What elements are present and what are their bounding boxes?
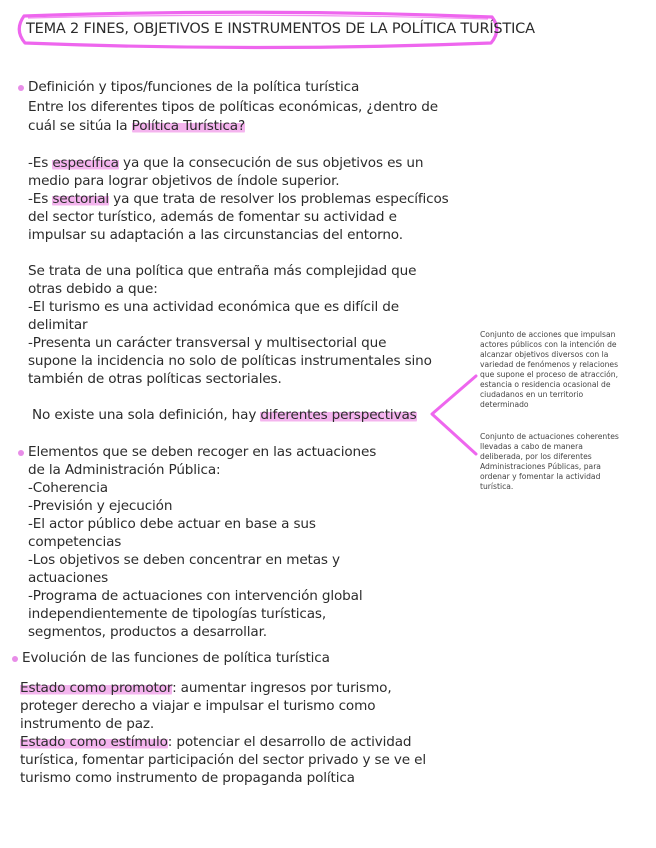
paragraph-line: proteger derecho a viajar e impulsar el turismo como — [20, 698, 376, 714]
side-note-definition-2 — [480, 432, 619, 492]
note-line: que supone el proceso de atracción, — [480, 370, 618, 379]
paragraph-line — [28, 154, 423, 172]
paragraph-line — [20, 733, 411, 751]
note-line: actores públicos con la intención de — [480, 340, 617, 349]
paragraph-line: -Presenta un carácter transversal y multisectorial que — [28, 335, 387, 351]
highlight-diferentes-perspectivas: diferentes perspectivas — [260, 407, 417, 423]
note-line: deliberada, por los diferentes — [480, 452, 592, 461]
list-item: competencias — [28, 534, 122, 550]
list-item: -Programa de actuaciones con intervención global — [28, 588, 363, 604]
side-note-definition-1 — [480, 330, 618, 410]
text-fragment: : aumentar ingresos por turismo, — [172, 680, 392, 696]
highlight-especifica: específica — [52, 155, 119, 171]
paragraph-line: impulsar su adaptación a las circunstancias del entorno. — [28, 227, 403, 243]
paragraph-line: -El turismo es una actividad económica que es difícil de — [28, 299, 399, 315]
paragraph-line: turismo como instrumento de propaganda política — [20, 770, 355, 786]
note-line: estancia o residencia ocasional de — [480, 380, 611, 389]
list-item: independientemente de tipologías turísticas, — [28, 606, 327, 622]
paragraph-line — [32, 406, 417, 424]
note-line: variedad de fenómenos y relaciones — [480, 360, 619, 369]
paragraph-line: otras debido a que: — [28, 281, 158, 297]
paragraph-line — [28, 190, 449, 208]
highlight-sectorial: sectorial — [52, 191, 110, 207]
page-title: TEMA 2 FINES, OBJETIVOS E INSTRUMENTOS DE LA POLÍTICA TURÍSTICA — [26, 21, 535, 37]
note-line: ciudadanos en un territorio — [480, 390, 584, 399]
text-fragment: cuál se sitúa la — [28, 118, 132, 134]
text-fragment: : potenciar el desarrollo de actividad — [167, 734, 412, 750]
paragraph-line: medio para lograr objetivos de índole superior. — [28, 173, 340, 189]
section-heading-evolucion: Evolución de las funciones de política turística — [22, 650, 330, 666]
list-item: -Previsión y ejecución — [28, 498, 173, 514]
text-fragment: -Es — [28, 155, 53, 171]
bullet-dot — [18, 85, 24, 91]
list-item: -Coherencia — [28, 480, 108, 496]
list-item: -El actor público debe actuar en base a sus — [28, 516, 316, 532]
bracket-arrow — [426, 372, 480, 458]
highlight-estado-promotor: Estado como promotor — [20, 680, 173, 696]
text-fragment: ya que la consecución de sus objetivos es un — [118, 155, 424, 171]
section-heading-elementos: Elementos que se deben recoger en las actuaciones — [28, 444, 377, 460]
section-heading-definicion: Definición y tipos/funciones de la política turística — [28, 79, 360, 95]
text-fragment: No existe una sola definición, hay — [32, 407, 261, 423]
note-line: turística. — [480, 482, 514, 491]
paragraph-line — [20, 679, 392, 697]
text-fragment: -Es — [28, 191, 53, 207]
paragraph-line: turística, fomentar participación del sector privado y se ve el — [20, 752, 426, 768]
note-line: alcanzar objetivos diversos con la — [480, 350, 609, 359]
list-item: actuaciones — [28, 570, 109, 586]
paragraph-line: delimitar — [28, 317, 88, 333]
bullet-dot — [18, 450, 24, 456]
note-line: llevadas a cabo de manera — [480, 442, 583, 451]
note-line: ordenar y fomentar la actividad — [480, 472, 601, 481]
paragraph-line: del sector turístico, además de fomentar su actividad e — [28, 209, 397, 225]
note-line: Conjunto de acciones que impulsan — [480, 330, 616, 339]
note-line: Administraciones Públicas, para — [480, 462, 601, 471]
page-title-box — [14, 10, 535, 50]
bullet-dot — [12, 656, 18, 662]
paragraph-line: instrumento de paz. — [20, 716, 155, 732]
paragraph-line: Se trata de una política que entraña más complejidad que — [28, 263, 417, 279]
paragraph-line: Entre los diferentes tipos de políticas económicas, ¿dentro de — [28, 99, 438, 115]
note-line: Conjunto de actuaciones coherentes — [480, 432, 619, 441]
text-fragment: ya que trata de resolver los problemas específicos — [109, 191, 449, 207]
note-line: determinado — [480, 400, 529, 409]
paragraph-line: supone la incidencia no solo de políticas instrumentales sino — [28, 353, 432, 369]
highlight-politica-turistica: Política Turística? — [131, 118, 246, 134]
highlight-estado-estimulo: Estado como estímulo — [20, 734, 168, 750]
paragraph-line — [28, 117, 245, 135]
paragraph-line: también de otras políticas sectoriales. — [28, 371, 282, 387]
list-item: -Los objetivos se deben concentrar en metas y — [28, 552, 340, 568]
list-item: segmentos, productos a desarrollar. — [28, 624, 267, 640]
paragraph-line: de la Administración Pública: — [28, 462, 221, 478]
